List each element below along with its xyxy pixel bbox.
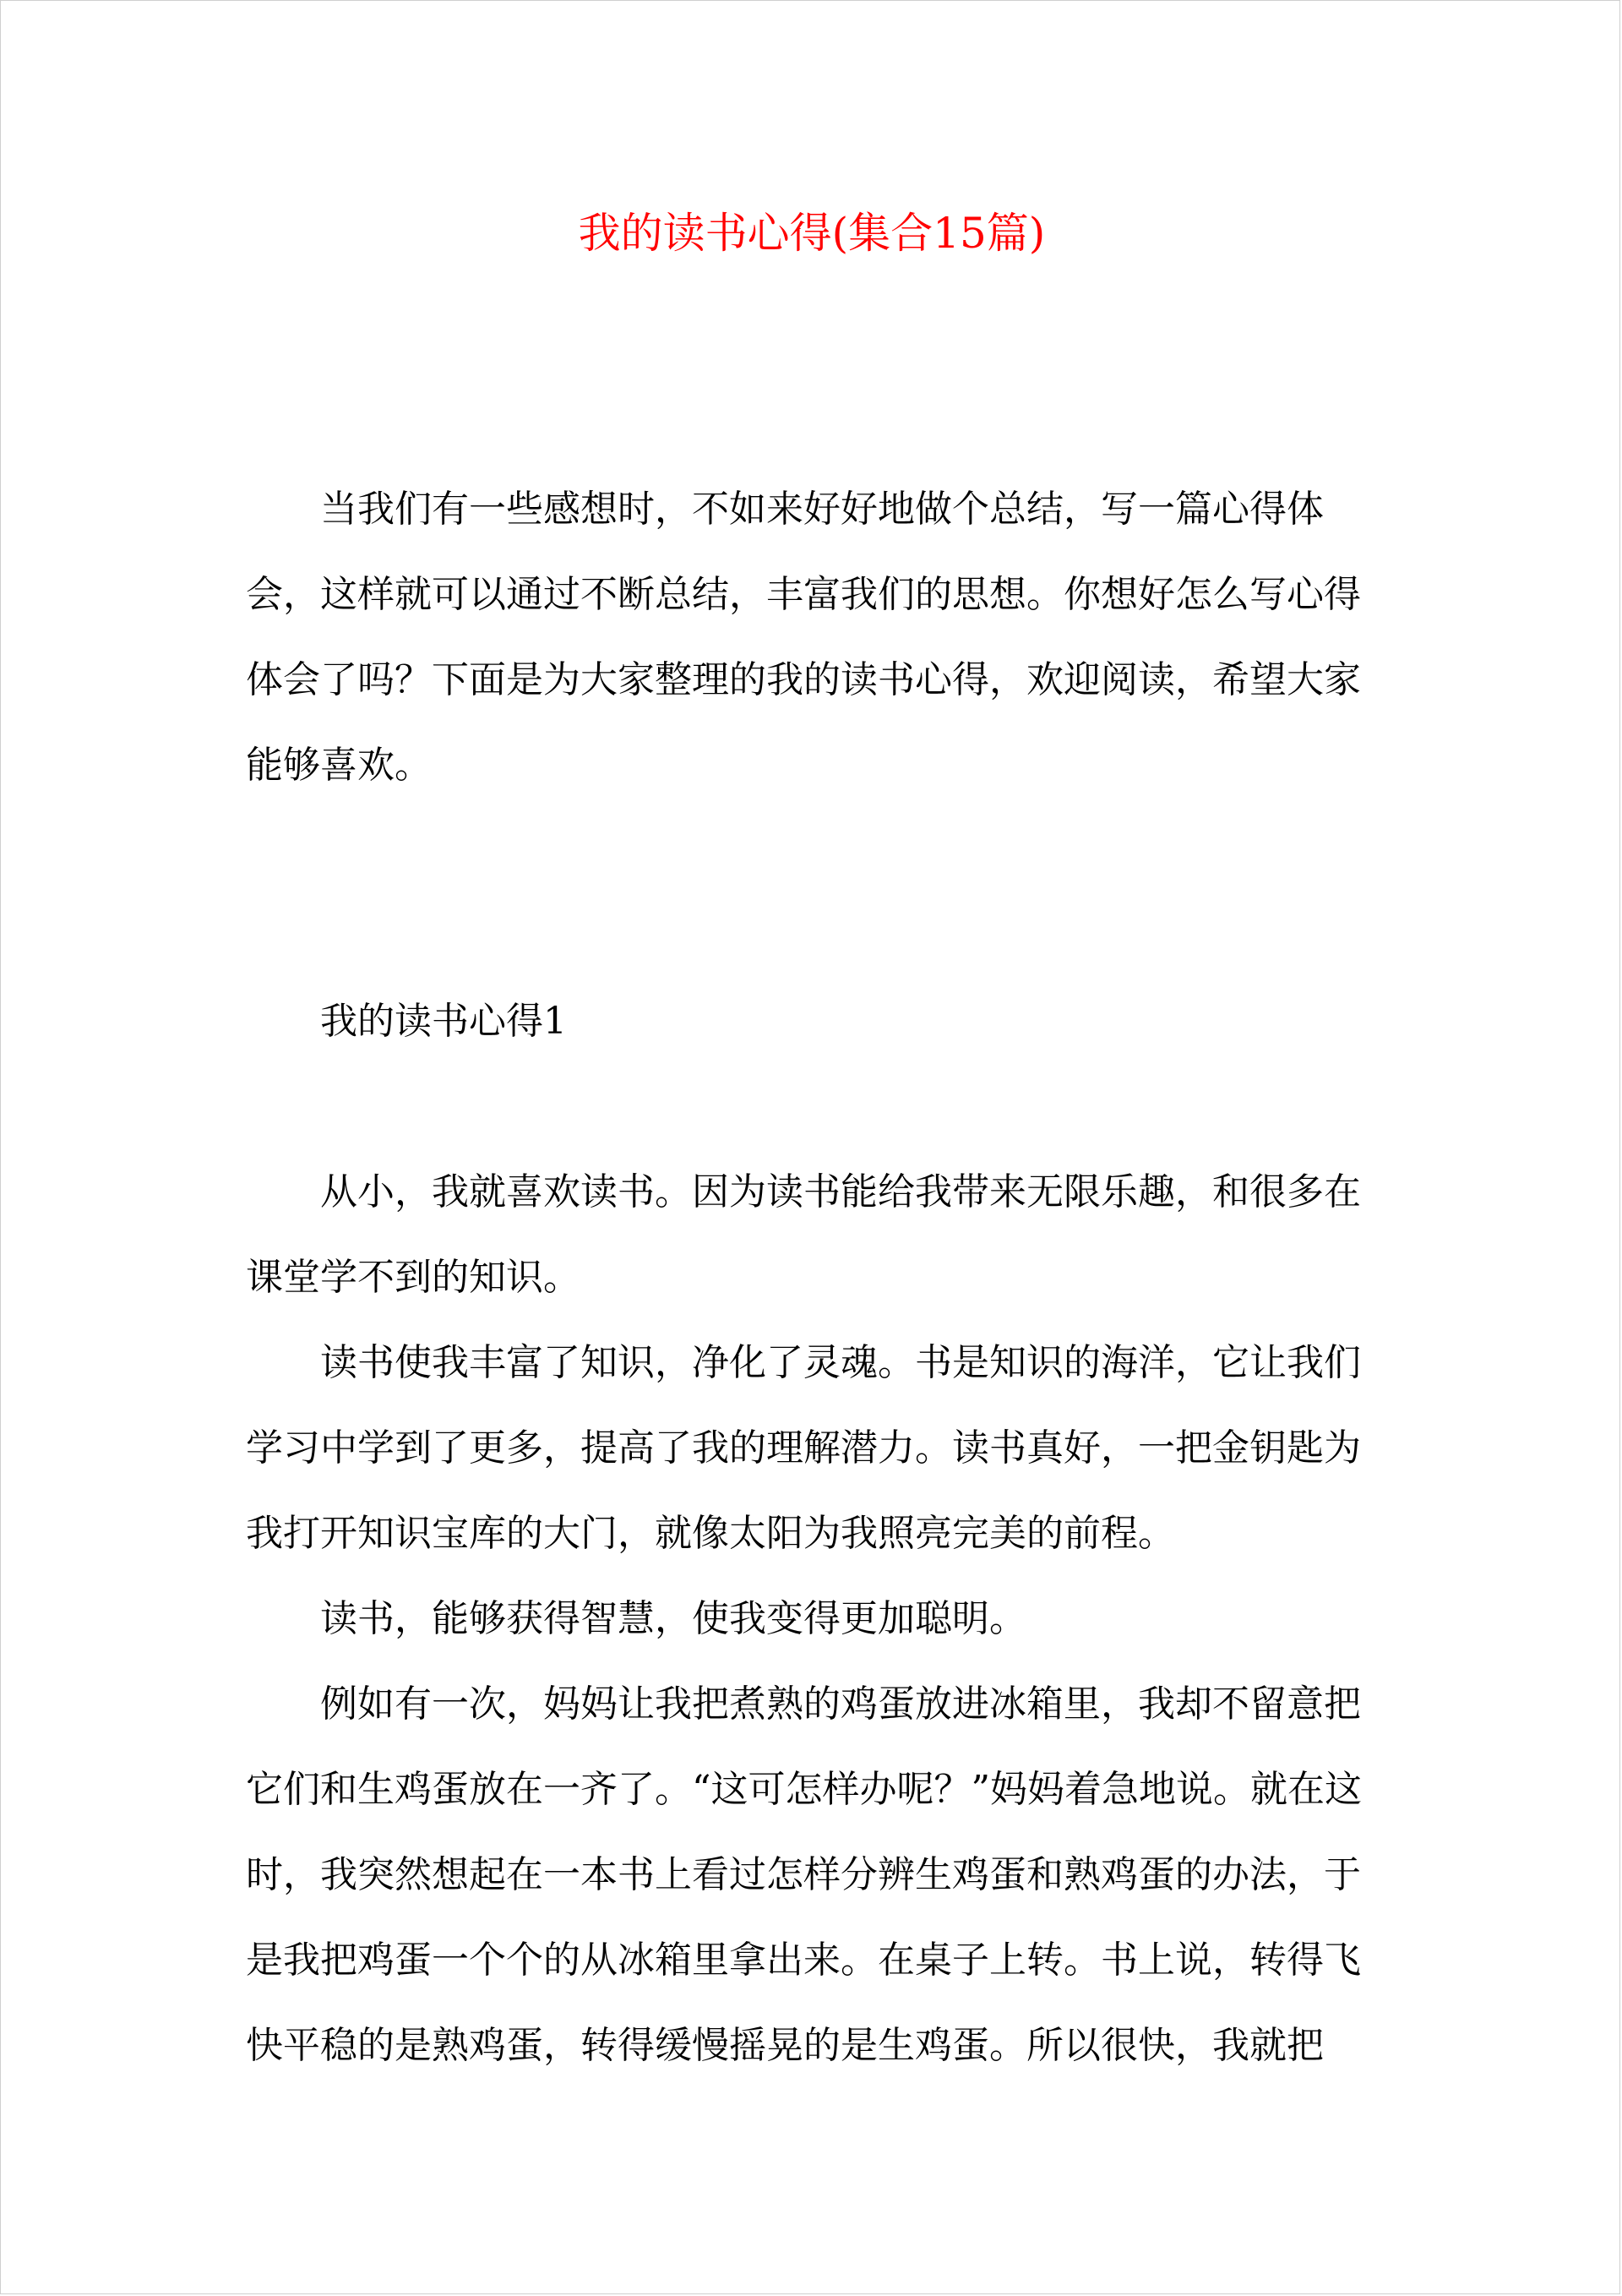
section-heading: 我的读书心得1 bbox=[320, 1000, 567, 1043]
body-paragraph: 例如有一次，妈妈让我把煮熟的鸡蛋放进冰箱里，我却不留意把它们和生鸡蛋放在一齐了。“这可怎样办呢？”妈妈着急地说。就在这时，我突然想起在一本书上看过怎样分辨生鸡蛋和熟鸡蛋的办法，于是我把鸡蛋一个个的从冰箱里拿出来。在桌子上转。书上说，转得飞快平稳的是熟鸡蛋，转得缓慢摇晃的是生鸡蛋。所以很快，我就把 bbox=[246, 1682, 1362, 2067]
spacer bbox=[246, 1064, 1386, 1149]
intro-paragraph: 当我们有一些感想时，不如来好好地做个总结，写一篇心得体会，这样就可以通过不断总结，丰富我们的思想。你想好怎么写心得体会了吗？下面是为大家整理的我的读书心得，欢迎阅读，希望大家能够喜欢。 bbox=[246, 488, 1361, 787]
body-paragraph: 读书，能够获得智慧，使我变得更加聪明。 bbox=[320, 1597, 1026, 1640]
body-paragraph: 从小，我就喜欢读书。因为读书能给我带来无限乐趣，和很多在课堂学不到的知识。 bbox=[246, 1170, 1361, 1299]
spacer bbox=[246, 808, 1386, 979]
document-title: 我的读书心得(集合15篇) bbox=[578, 209, 1046, 258]
document-body bbox=[246, 466, 1386, 2088]
body-paragraph: 读书使我丰富了知识，净化了灵魂。书是知识的海洋，它让我们学习中学到了更多，提高了我的理解潜力。读书真好，一把金钥匙为我打开知识宝库的大门，就像太阳为我照亮完美的前程。 bbox=[246, 1341, 1361, 1555]
